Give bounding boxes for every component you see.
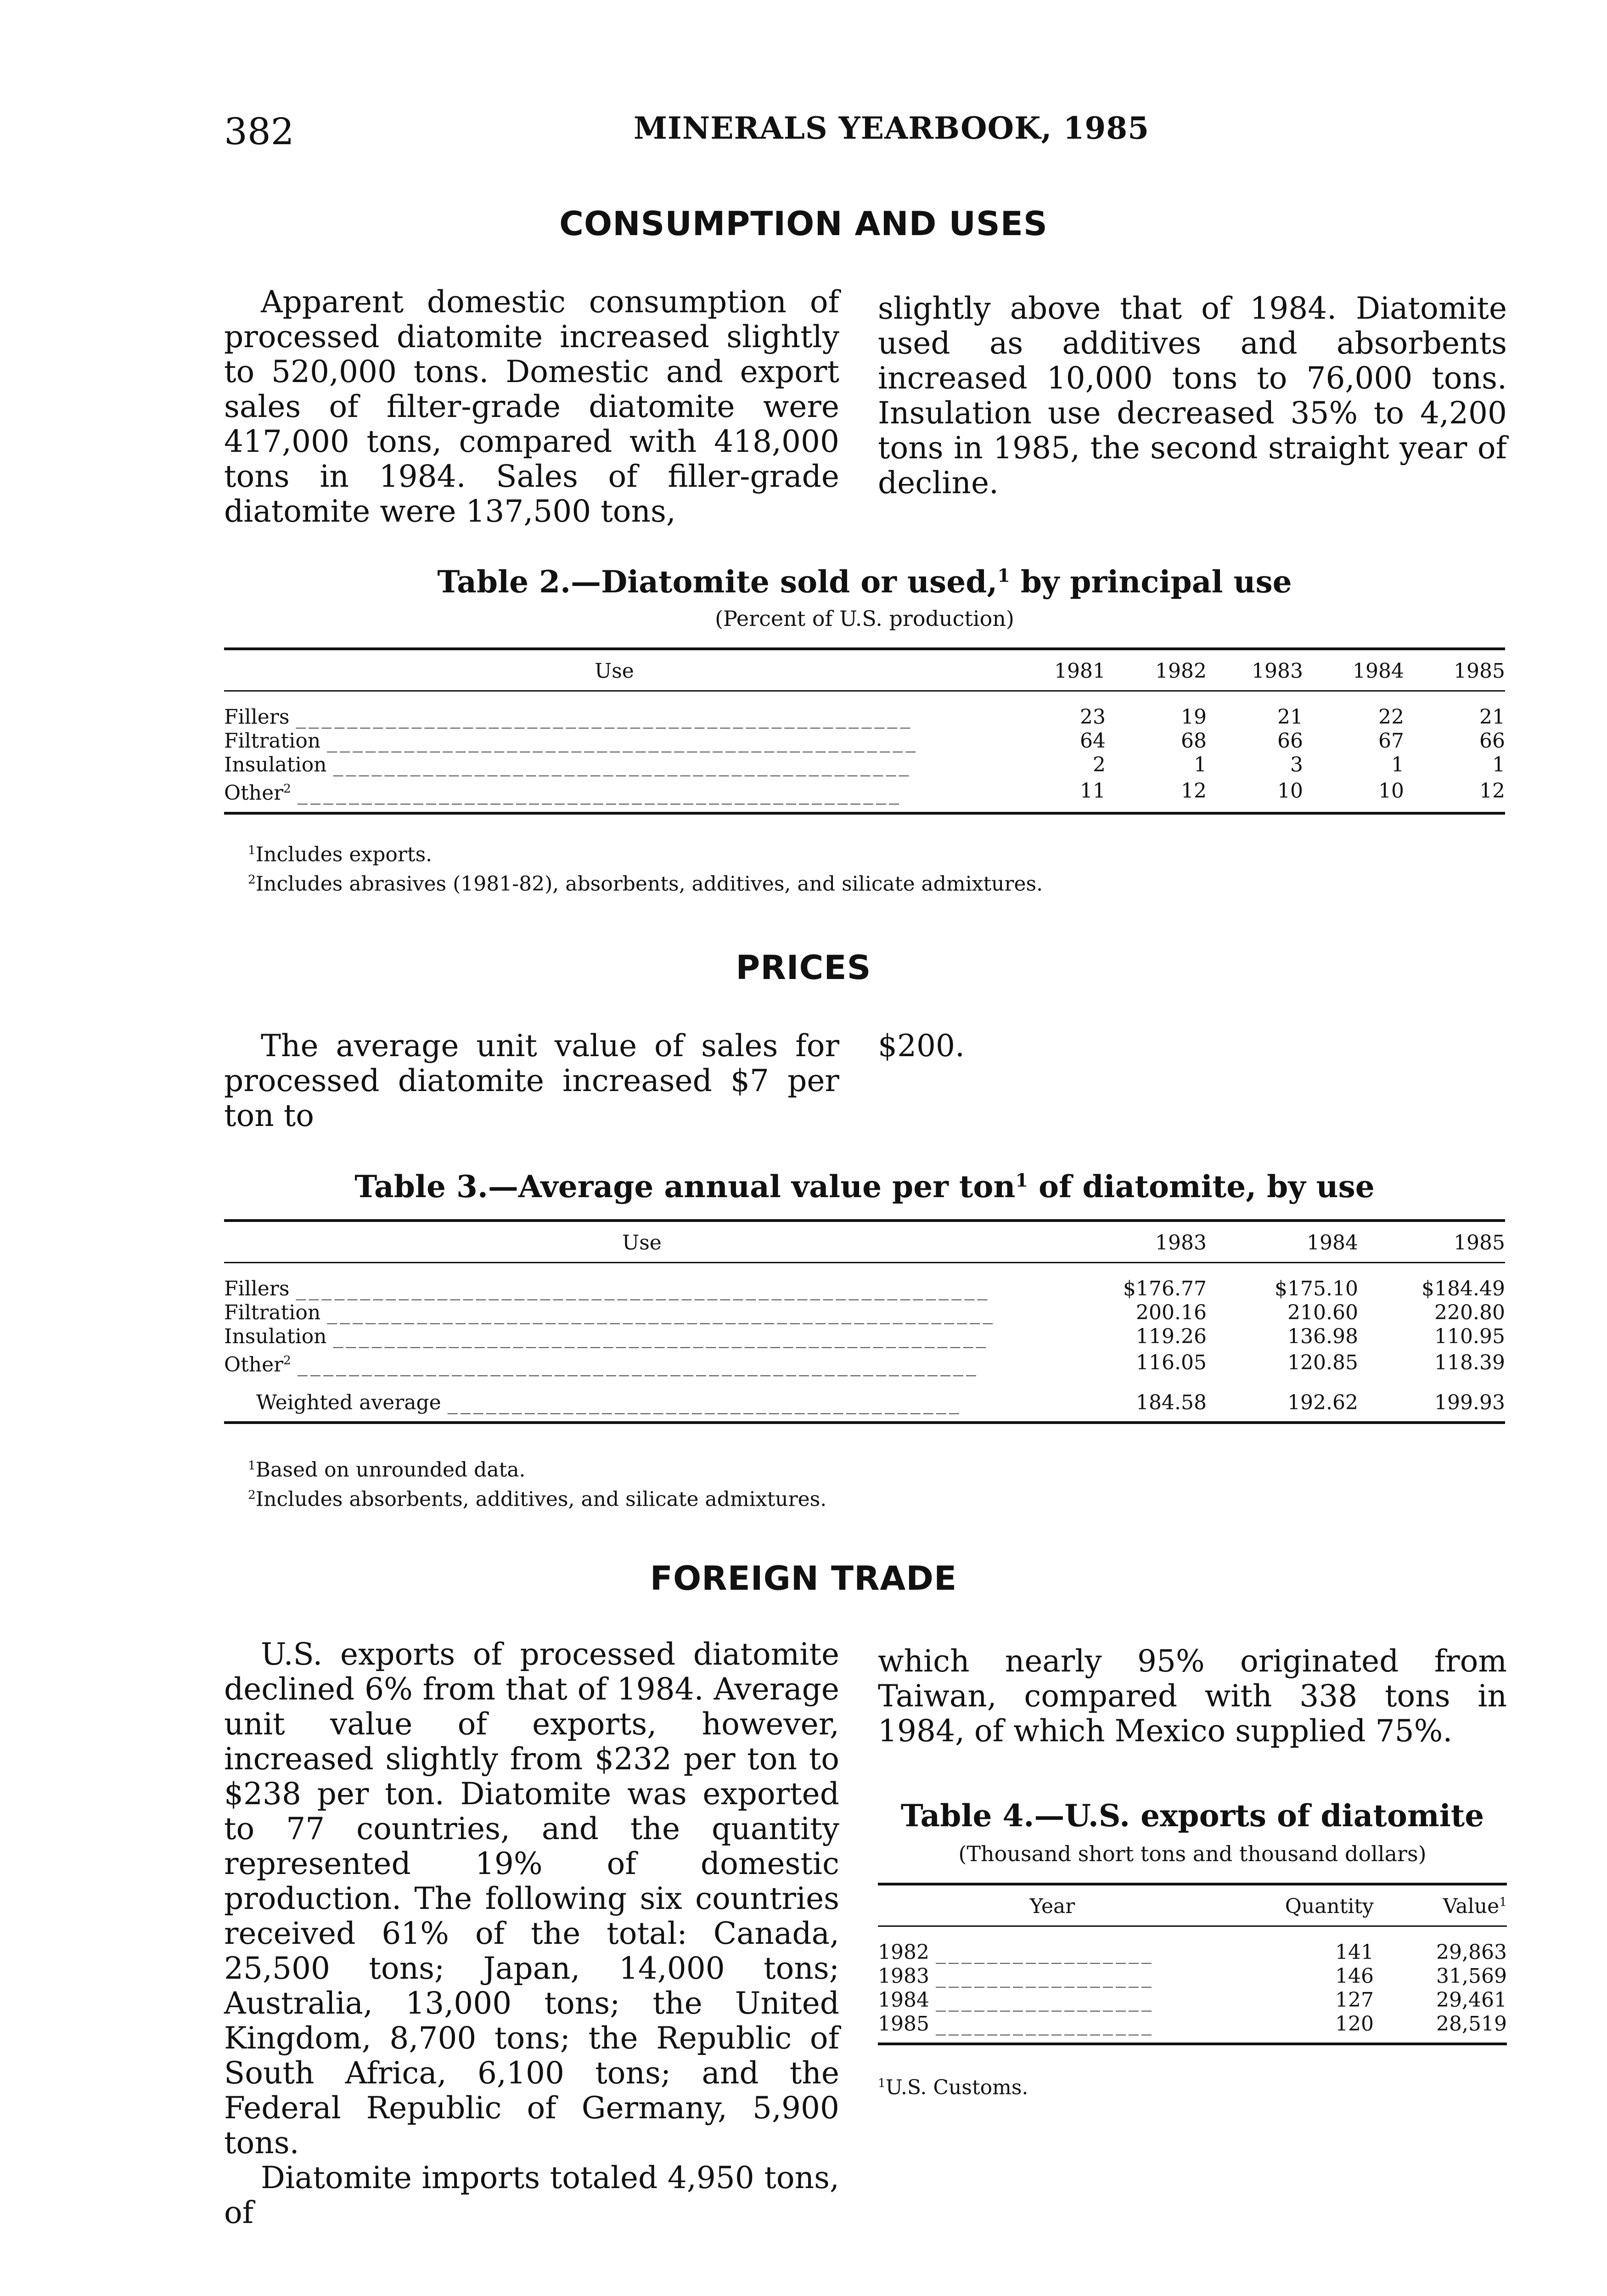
table3-col-use: Use <box>224 1221 1060 1263</box>
table-row <box>224 1263 1505 1301</box>
foreign-trade-left-column <box>224 1637 839 2230</box>
table-row <box>224 1301 1505 1325</box>
table-row <box>224 753 1505 777</box>
foreign-trade-right-column <box>878 1644 1507 1749</box>
table3 <box>224 1219 1505 1424</box>
row-label: 1985 _________________ <box>878 2012 1227 2044</box>
table-cell: 119.26 <box>1136 1325 1207 1348</box>
table2-col-1982: 1982 <box>1106 649 1207 691</box>
consumption-right-column <box>878 291 1507 501</box>
table4-col-year: Year <box>878 1884 1227 1926</box>
table-row <box>224 729 1505 753</box>
table-cell: 120.85 <box>1287 1351 1358 1374</box>
table2-col-1983: 1983 <box>1207 649 1303 691</box>
table2-header-row <box>224 649 1505 691</box>
table-row <box>224 1349 1505 1377</box>
table3-col-1984: 1984 <box>1207 1221 1358 1263</box>
table-cell: 110.95 <box>1434 1325 1505 1348</box>
table-cell: 120 <box>1227 2012 1374 2044</box>
table-cell: 21 <box>1479 705 1505 729</box>
table-row <box>878 1988 1507 2012</box>
foreign-trade-paragraph-1: U.S. exports of processed diatomite declined 6% from that of 1984. Average unit value of exports, however, increased slightly from $232 per ton to $238 per ton. Diatomite was exported to 77 countries, and the quantity represented 19% of domestic production. The following six countries received 61% of the total: Canada, 25,500 tons; Japan, 14,000 tons; Australia, 13,000 tons; the United Kingdom, 8,700 tons; the Republic of South Africa, 6,100 tons; and the Federal Republic of Germany, 5,900 tons. <box>224 1637 839 2161</box>
table2-col-1985: 1985 <box>1404 649 1505 691</box>
table-cell: 141 <box>1335 1941 1374 1964</box>
table-cell: 1 <box>1194 753 1207 777</box>
table-cell: 11 <box>1005 777 1106 813</box>
foreign-trade-paragraph-2: Diatomite imports totaled 4,950 tons, of <box>224 2160 839 2230</box>
section-heading-foreign-trade: FOREIGN TRADE <box>650 1559 957 1598</box>
table-cell: 12 <box>1106 777 1207 813</box>
table-cell: 184.58 <box>1060 1377 1207 1423</box>
table2-title: Table 2.—Diatomite sold or used,$^1$ by principal use <box>437 564 1292 600</box>
section-heading-prices: PRICES <box>736 948 871 987</box>
table-row <box>224 691 1505 730</box>
table-cell: 136.98 <box>1287 1325 1358 1348</box>
table4-col-value: Value$^1$ <box>1374 1884 1507 1926</box>
table2-col-use: Use <box>224 649 1005 691</box>
table4-subtitle: (Thousand short tons and thousand dollars) <box>958 1841 1427 1866</box>
prices-paragraph: The average unit value of sales for processed diatomite increased $7 per ton to <box>224 1028 839 1133</box>
row-label: Weighted average ________________________________________ <box>224 1377 1060 1423</box>
foreign-trade-paragraph-continued: which nearly 95% originated from Taiwan, compared with 338 tons in 1984, of which Mexico supplied 75%. <box>878 1643 1507 1749</box>
table-cell: 28,519 <box>1374 2012 1507 2044</box>
table-cell: 68 <box>1181 729 1207 753</box>
consumption-paragraph-2: slightly above that of 1984. Diatomite used as additives and absorbents increased 10,000 tons to 76,000 tons. Insulation use decreased 35% to 4,200 tons in 1985, the second straight year of decline. <box>878 291 1507 501</box>
prices-left-column <box>224 1029 839 1133</box>
row-label: Insulation ___________________________________________________ <box>224 1325 989 1348</box>
table2-footnotes <box>248 838 1488 896</box>
row-label: Fillers ______________________________________________________ <box>224 1277 990 1300</box>
prices-paragraph-continued: $200. <box>878 1028 965 1064</box>
section-heading-consumption: CONSUMPTION AND USES <box>559 204 1048 243</box>
table-cell: 2 <box>1093 753 1106 777</box>
table-cell: 199.93 <box>1358 1377 1505 1423</box>
table-cell: 200.16 <box>1136 1301 1207 1324</box>
table-cell: 12 <box>1404 777 1505 813</box>
table-cell: 31,569 <box>1436 1964 1507 1988</box>
running-title: MINERALS YEARBOOK, 1985 <box>634 110 1150 146</box>
table-cell: 3 <box>1290 753 1303 777</box>
table3-col-1983: 1983 <box>1060 1221 1207 1263</box>
table-cell: 1 <box>1391 753 1404 777</box>
row-label: Filtration ______________________________________________ <box>224 729 919 753</box>
table2 <box>224 647 1505 815</box>
table2-footnote-1: $^1$Includes exports. <box>248 843 433 867</box>
table-cell: 10 <box>1207 777 1303 813</box>
table3-header-row <box>224 1221 1505 1263</box>
table-row <box>878 2012 1507 2044</box>
table4-header-row <box>878 1884 1507 1926</box>
consumption-left-column <box>224 285 839 529</box>
table3-footnote-1: $^1$Based on unrounded data. <box>248 1458 526 1482</box>
table4-title: Table 4.—U.S. exports of diatomite <box>900 1798 1484 1834</box>
table-cell: 67 <box>1378 729 1404 753</box>
table-cell: 146 <box>1335 1964 1374 1988</box>
table-row <box>224 1325 1505 1349</box>
row-label: 1984 _________________ <box>878 1988 1154 2012</box>
table-row <box>878 1964 1507 1988</box>
table3-footnote-2: $^2$Includes absorbents, additives, and silicate admixtures. <box>248 1487 827 1511</box>
row-label: Other$^2$ _____________________________________________________ <box>224 1353 979 1377</box>
table-cell: 23 <box>1080 705 1106 729</box>
table-cell: 19 <box>1181 705 1207 729</box>
table3-total-row <box>224 1377 1505 1423</box>
table-cell: $176.77 <box>1123 1277 1207 1300</box>
row-label: Filtration ____________________________________________________ <box>224 1301 996 1324</box>
table-row <box>224 777 1505 813</box>
table-cell: 66 <box>1277 729 1303 753</box>
table-cell: 66 <box>1479 729 1505 753</box>
table3-col-1985: 1985 <box>1358 1221 1505 1263</box>
table-cell: 192.62 <box>1207 1377 1358 1423</box>
table-cell: 127 <box>1335 1988 1374 2012</box>
table2-footnote-2: $^2$Includes abrasives (1981-82), absorbents, additives, and silicate admixtures. <box>248 872 1043 896</box>
table-cell: 29,863 <box>1436 1941 1507 1964</box>
table-cell: 1 <box>1492 753 1505 777</box>
table-cell: 10 <box>1303 777 1404 813</box>
table4-footnote: $^1$U.S. Customs. <box>878 2076 1028 2099</box>
table4 <box>878 1883 1507 2045</box>
row-label: Other$^2$ _______________________________________________ <box>224 777 1005 813</box>
prices-right-column <box>878 1029 1507 1064</box>
table3-title: Table 3.—Average annual value per ton$^1$ of diatomite, by use <box>354 1169 1375 1204</box>
table-row <box>878 1926 1507 1965</box>
row-label: 1983 _________________ <box>878 1964 1154 1988</box>
table-cell: 118.39 <box>1434 1351 1505 1374</box>
row-label: 1982 _________________ <box>878 1941 1154 1964</box>
table3-footnotes <box>248 1453 1488 1512</box>
table2-subtitle: (Percent of U.S. production) <box>715 606 1014 631</box>
table-cell: 210.60 <box>1287 1301 1358 1324</box>
table2-col-1981: 1981 <box>1005 649 1106 691</box>
table-cell: $184.49 <box>1422 1277 1505 1300</box>
table-cell: 22 <box>1378 705 1404 729</box>
table-cell: 64 <box>1080 729 1106 753</box>
page-number: 382 <box>224 110 294 153</box>
table-cell: 220.80 <box>1434 1301 1505 1324</box>
table-cell: 21 <box>1277 705 1303 729</box>
row-label: Insulation _____________________________________________ <box>224 753 912 777</box>
table-cell: 29,461 <box>1436 1988 1507 2012</box>
row-label: Fillers ________________________________________________ <box>224 705 913 729</box>
table-cell: 116.05 <box>1136 1351 1207 1374</box>
table2-col-1984: 1984 <box>1303 649 1404 691</box>
consumption-paragraph-1: Apparent domestic consumption of processed diatomite increased slightly to 520,000 tons. Domestic and export sales of filter-grade diatomite were 417,000 tons, compared with 418,000 tons in 1984. Sales of filler-grade diatomite were 137,500 tons, <box>224 284 839 529</box>
table4-col-quantity: Quantity <box>1227 1884 1374 1926</box>
table-cell: $175.10 <box>1275 1277 1358 1300</box>
